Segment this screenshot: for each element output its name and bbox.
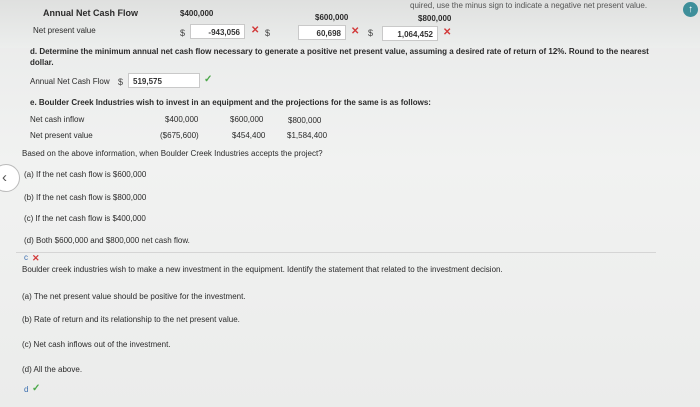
part-f-option-d[interactable]: (d) All the above. bbox=[22, 365, 83, 374]
part-e-npv-3: $1,584,400 bbox=[287, 131, 328, 140]
part-d-question-cont: dollar. bbox=[30, 58, 54, 67]
part-e-npv-1: ($675,600) bbox=[160, 131, 199, 140]
incorrect-icon: ✕ bbox=[443, 27, 452, 38]
part-e-row1-label: Net cash inflow bbox=[30, 115, 85, 124]
incorrect-icon: ✕ bbox=[251, 25, 260, 36]
part-e-inflow-2: $600,000 bbox=[230, 115, 264, 124]
part-e-question: e. Boulder Creek Industries wish to invest in an equipment and the projections for the same is as follows: bbox=[30, 98, 431, 107]
part-d-input[interactable]: 519,575 bbox=[128, 73, 200, 88]
part-e-option-d[interactable]: (d) Both $600,000 and $800,000 net cash flow. bbox=[24, 236, 190, 245]
chevron-left-icon[interactable]: ‹ bbox=[0, 164, 20, 192]
part-d-label: Annual Net Cash Flow bbox=[30, 77, 110, 86]
part-e-option-c[interactable]: (c) If the net cash flow is $400,000 bbox=[24, 214, 146, 223]
part-f-option-c[interactable]: (c) Net cash inflows out of the investment. bbox=[22, 340, 171, 349]
row-label-annual-net-cash-flow: Annual Net Cash Flow bbox=[43, 8, 139, 18]
npv-input-800k[interactable]: 1,064,452 bbox=[382, 26, 438, 41]
part-e-row2-label: Net present value bbox=[30, 131, 93, 140]
incorrect-icon: ✕ bbox=[351, 26, 360, 37]
part-e-inflow-1: $400,000 bbox=[165, 115, 199, 124]
divider bbox=[16, 252, 656, 253]
part-e-prompt: Based on the above information, when Boulder Creek Industries accepts the project? bbox=[22, 149, 323, 158]
cash-flow-800k: $800,000 bbox=[418, 14, 452, 23]
npv-input-600k[interactable]: 60,698 bbox=[298, 25, 346, 40]
dollar-sign: $ bbox=[118, 77, 124, 87]
part-e-npv-2: $454,400 bbox=[232, 131, 266, 140]
incorrect-icon: ✕ bbox=[32, 253, 40, 263]
cash-flow-600k: $600,000 bbox=[315, 13, 349, 22]
part-f-option-b[interactable]: (b) Rate of return and its relationship to the net present value. bbox=[22, 315, 240, 324]
dollar-sign: $ bbox=[368, 28, 374, 38]
dollar-sign: $ bbox=[265, 28, 271, 38]
dollar-sign: $ bbox=[180, 28, 186, 38]
part-e-inflow-3: $800,000 bbox=[288, 116, 322, 125]
part-e-result-marker: c bbox=[24, 253, 28, 262]
correct-icon: ✓ bbox=[204, 74, 213, 85]
part-d-question: d. Determine the minimum annual net cash flow necessary to generate a positive net present value, assuming a desired rate of return of 12%. Round to the nearest bbox=[30, 47, 649, 56]
row-label-npv: Net present value bbox=[33, 26, 96, 35]
part-f-option-a[interactable]: (a) The net present value should be positive for the investment. bbox=[22, 292, 246, 301]
part-f-question: Boulder creek industries wish to make a new investment in the equipment. Identify the statement that related to the investment decision. bbox=[22, 265, 503, 274]
npv-input-400k[interactable]: -943,056 bbox=[190, 24, 245, 39]
instruction-fragment: quired, use the minus sign to indicate a negative net present value. bbox=[410, 1, 648, 10]
part-e-option-a[interactable]: (a) If the net cash flow is $600,000 bbox=[24, 170, 147, 179]
cash-flow-400k: $400,000 bbox=[180, 9, 214, 18]
arrow-up-icon[interactable]: ↑ bbox=[683, 2, 698, 17]
correct-icon: ✓ bbox=[32, 383, 41, 394]
part-f-result-marker: d bbox=[24, 385, 29, 394]
part-e-option-b[interactable]: (b) If the net cash flow is $800,000 bbox=[24, 193, 147, 202]
